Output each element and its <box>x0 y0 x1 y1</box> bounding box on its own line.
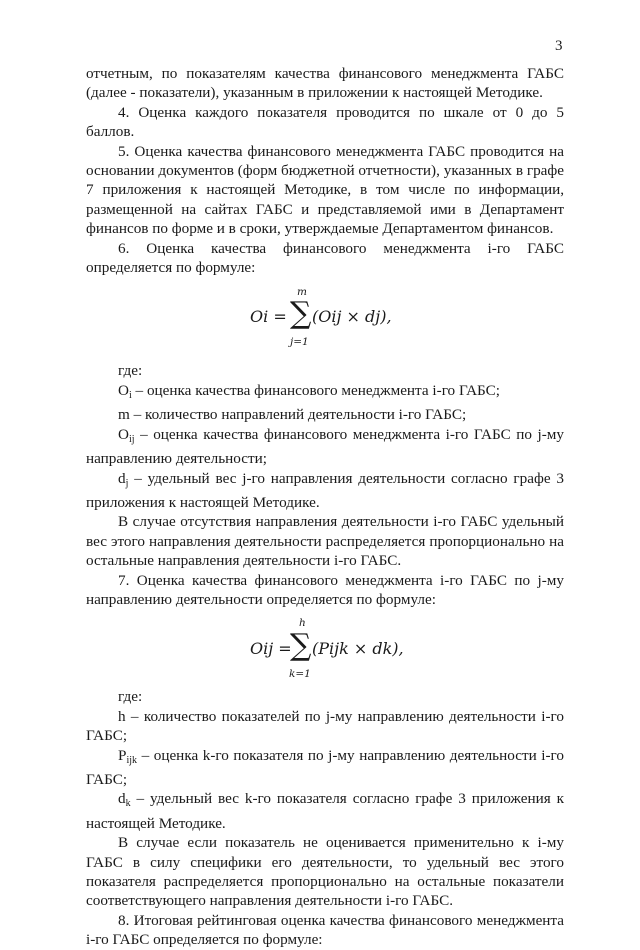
paragraph-continuation: отчетным, по показателям качества финансового менеджмента ГАБС (далее - показатели), указанным в приложении к настоящей Методике. <box>86 65 564 102</box>
definition-dj: $d_j$ – удельный вес j-го направления деятельности согласно графе 3 приложения к настоящей Методике. <box>86 469 564 511</box>
definition-Oij: $O_{ij}$ – оценка качества финансового менеджмента i-го ГАБС по j-му направлению деятельности; <box>86 425 564 468</box>
definition-dk: $d_k$ – удельный вес k-го показателя согласно графе 3 приложения к настоящей Методике. <box>86 790 564 832</box>
formula-1-upper-limit: m <box>297 286 307 299</box>
paragraph-5: 5. Оценка качества финансового менеджмента ГАБС проводится на основании документов (форм бюджетной отчетности), указанных в графе 7 приложения к настоящей Методике, в том числе по информации, размещенной на сайтах ГАБС и представляемой ими в Департамент финансов по форме и в сроки, утверждаемые Департаментом финансов. <box>86 142 564 238</box>
paragraph-7: 7. Оценка качества финансового менеджмента i-го ГАБС по j-му направлению деятельности определяется по формуле: <box>86 571 564 608</box>
where-label-2: где: <box>118 688 143 706</box>
definition-Pijk: $P_{ijk}$ – оценка k-го показателя по j-му направлению деятельности i-го ГАБС; <box>86 746 564 788</box>
formula-1-rhs: (Oij × dj), <box>312 307 392 327</box>
page-number: 3 <box>555 38 563 54</box>
paragraph-6: 6. Оценка качества финансового менеджмента i-го ГАБС определяется по формуле: <box>86 239 564 277</box>
formula-2-lower-limit: k=1 <box>289 668 311 681</box>
document-body <box>86 64 564 950</box>
paragraph-8: 8. Итоговая рейтинговая оценка качества финансового менеджмента i-го ГАБС определяется по формуле: <box>86 911 564 949</box>
formula-1-lower-limit: j=1 <box>290 336 309 349</box>
paragraph-not-assessed: В случае если показатель не оценивается применительно к i-му ГАБС в силу специфики его деятельности, то удельный вес этого показателя распределяется пропорционально на остальные показатели соответствующего направления деятельности i-го ГАБС. <box>86 834 564 910</box>
formula-2 <box>86 609 564 687</box>
paragraph-4: 4. Оценка каждого показателя проводится по шкале от 0 до 5 баллов. <box>86 103 564 141</box>
definition-m: m – количество направлений деятельности i-го ГАБС; <box>118 406 467 424</box>
formula-2-lhs: Oij = <box>250 639 292 659</box>
definition-h: h – количество показателей по j-му направлению деятельности i-го ГАБС; <box>86 707 564 745</box>
formula-1-lhs: Oi = <box>250 307 287 327</box>
where-label-1: где: <box>118 362 143 380</box>
formula-2-rhs: (Pijk × dk), <box>312 639 404 659</box>
definition-Oi: $O_i$ – оценка качества финансового менеджмента i-го ГАБС; <box>118 381 500 401</box>
paragraph-absence: В случае отсутствия направления деятельности i-го ГАБС удельный вес этого направления деятельности распределяется пропорционально на остальные направления деятельности i-го ГАБС. <box>86 513 564 570</box>
formula-2-upper-limit: h <box>299 617 306 630</box>
formula-1 <box>86 277 564 361</box>
sum-sign: ∑ <box>290 628 312 664</box>
sum-sign: ∑ <box>290 296 312 332</box>
